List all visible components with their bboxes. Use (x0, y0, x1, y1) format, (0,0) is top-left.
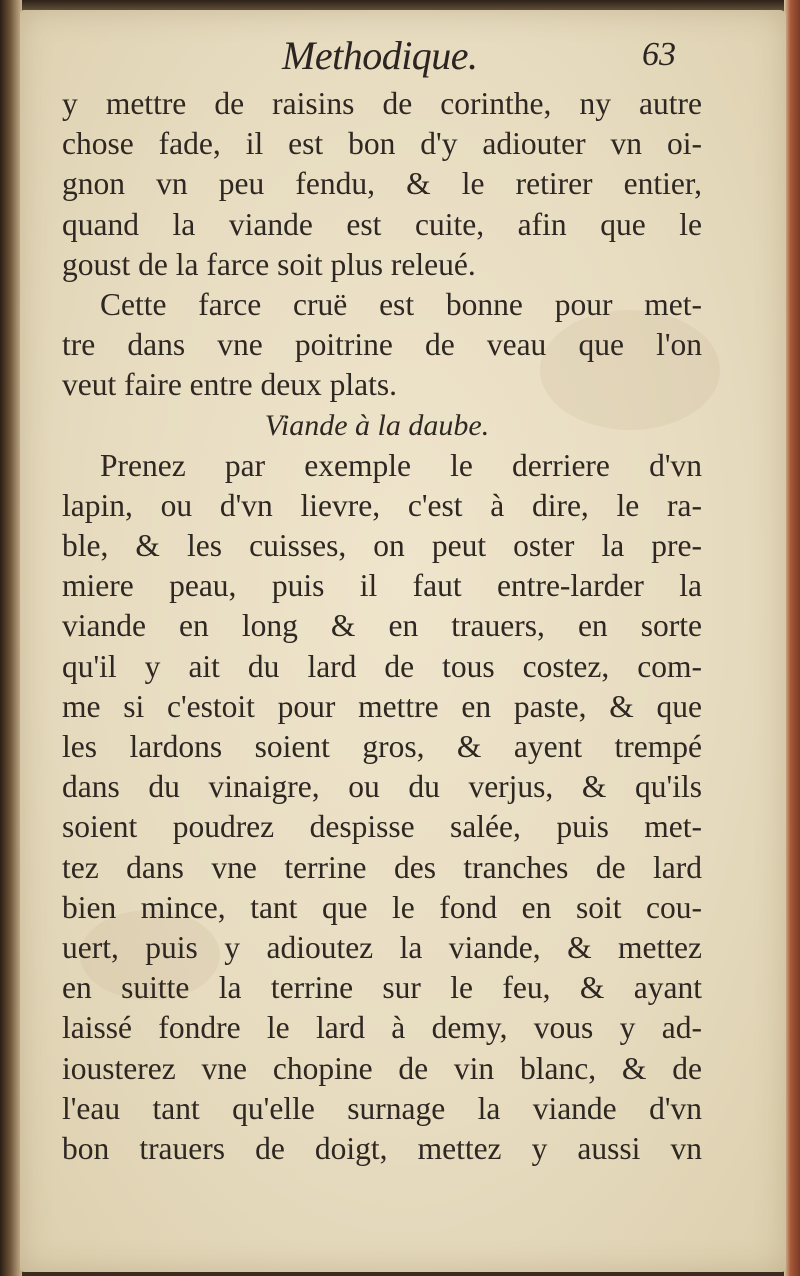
text-line: Cette farce cruë est bonne pour met- (100, 286, 702, 322)
text-line: goust de la farce soit plus releué. (62, 246, 476, 282)
text-line: en suitte la terrine sur le feu, & ayant (62, 970, 702, 1006)
text-line: tre dans vne poitrine de veau que l'on (62, 327, 702, 363)
text-line: ble, & les cuisses, on peut oster la pre- (62, 528, 702, 564)
text-line: y mettre de raisins de corinthe, ny autre (62, 86, 702, 121)
text-line: iousterez vne chopine de vin blanc, & de (62, 1050, 702, 1086)
text-line: miere peau, puis il faut entre-larder la (62, 568, 702, 604)
body-text (62, 84, 702, 1169)
left-binding-edge (0, 0, 22, 1276)
text-line: bon trauers de doigt, mettez y aussi vn (62, 1130, 702, 1166)
page (20, 10, 786, 1272)
text-line: me si c'estoit pour mettre en paste, & que (62, 688, 702, 724)
text-line: tez dans vne terrine des tranches de lard (62, 849, 702, 885)
text-line: uert, puis y adioutez la viande, & mettez (62, 929, 702, 965)
text-line: les lardons soient gros, & ayent trempé (62, 729, 702, 764)
text-line: laissé fondre le lard à demy, vous y ad- (62, 1010, 702, 1046)
text-line: dans du vinaigre, ou du verjus, & qu'ils (62, 769, 702, 805)
text-line: bien mince, tant que le fond en soit cou- (62, 889, 702, 925)
text-line: Prenez par exemple le derriere d'vn (100, 447, 702, 483)
text-line: l'eau tant qu'elle surnage la viande d'vn (62, 1090, 702, 1126)
text-line: qu'il y ait du lard de tous costez, com- (62, 648, 702, 684)
text-line: lapin, ou d'vn lievre, c'est à dire, le ra- (62, 487, 702, 523)
page-number: 63 (642, 36, 676, 73)
right-page-edge (784, 0, 800, 1276)
recipe-title: Viande à la daube. (264, 408, 490, 442)
page-header (20, 32, 786, 92)
text-line: chose fade, il est bon d'y adiouter vn oi- (62, 126, 702, 162)
text-line: soient poudrez despisse salée, puis met- (62, 809, 702, 845)
text-line: quand la viande est cuite, afin que le (62, 206, 702, 242)
running-title: Methodique. (282, 33, 478, 78)
text-line: gnon vn peu fendu, & le retirer entier, (62, 166, 702, 202)
text-line: viande en long & en trauers, en sorte (62, 608, 702, 644)
text-line: veut faire entre deux plats. (62, 367, 397, 403)
